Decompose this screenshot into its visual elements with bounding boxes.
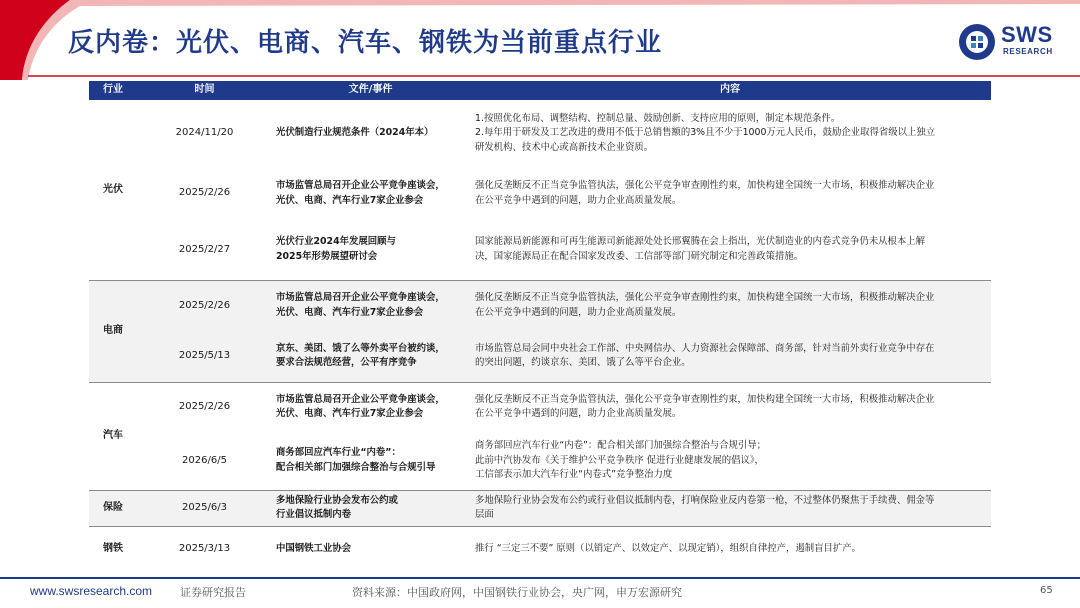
event-cell: [272, 220, 469, 280]
event-cell: [272, 382, 469, 432]
date-cell: 2024/11/20: [175, 127, 234, 139]
header-event: 文件/事件: [272, 81, 469, 100]
footer-website-link[interactable]: www.swsresearch.com: [30, 584, 153, 598]
event-line: 京东、美团、饿了么等外卖平台被约谈，: [276, 342, 445, 354]
event-cell: [272, 100, 469, 167]
date-cell: 2026/6/5: [182, 454, 227, 466]
event-line: 要求合法规范经营，公平有序竞争: [276, 357, 417, 369]
table-row: [89, 331, 991, 382]
table-row: [89, 220, 991, 280]
event-cell: [272, 167, 469, 220]
event-line: 中国钢铁工业协会: [276, 543, 352, 555]
event-cell: [272, 526, 469, 572]
table-row: [89, 100, 991, 167]
event-line: 光伏制造行业规范条件（2024年本）: [276, 127, 434, 139]
event-line: 配合相关部门加强综合整治与合规引导: [276, 461, 436, 473]
event-line: 市场监管总局召开企业公平竞争座谈会，: [276, 393, 445, 405]
date-cell: 2025/2/27: [178, 243, 231, 255]
industry-cell: 保险: [89, 490, 137, 526]
footer-divider: [0, 577, 1080, 579]
policy-table: [89, 81, 991, 572]
date-cell: 2025/5/13: [137, 331, 272, 382]
content-line: 的突出问题，约谈京东、美团、饿了么等平台企业。: [475, 357, 691, 369]
content-line: 多地保险行业协会发布公约或行业倡议抵制内卷，打响保险业反内卷第一枪，不过整体仍聚焦于手续费、佣金等: [475, 494, 935, 506]
event-line: 光伏、电商、汽车行业7家企业参会: [276, 408, 424, 420]
event-line: 光伏、电商、汽车行业7家企业参会: [276, 194, 424, 206]
industry-cell: 光伏: [103, 183, 123, 195]
event-line: 光伏、电商、汽车行业7家企业参会: [276, 306, 424, 318]
event-line: 市场监管总局召开企业公平竞争座谈会，: [276, 180, 445, 192]
content-line: 层面: [475, 509, 494, 520]
content-line: 国家能源局新能源和可再生能源司新能源处处长邢翼腾在会上指出，光伏制造业的内卷式竞争仍未从根本上解: [475, 236, 926, 248]
content-cell: [469, 167, 991, 220]
content-line: 工信部表示加大汽车行业“内卷式”竞争整治力度: [475, 468, 673, 480]
date-cell: 2025/2/26: [137, 280, 272, 331]
date-cell: 2025/2/26: [137, 382, 272, 432]
industry-cell: 钢铁: [89, 526, 137, 572]
industry-cell: 汽车: [89, 382, 137, 490]
event-line: 市场监管总局召开企业公平竞争座谈会，: [276, 292, 445, 304]
content-line: 强化反垄断反不正当竞争监管执法，强化公平竞争审查刚性约束，加快构建全国统一大市场，积极推动解决企业: [475, 292, 935, 304]
date-cell: 2025/2/26: [178, 187, 231, 199]
event-cell: [272, 432, 469, 490]
content-line: 市场监管总局会同中央社会工作部、中央网信办、人力资源社会保障部、商务部，针对当前外卖行业竞争中存在: [475, 342, 935, 354]
footer-source: 资料来源：中国政府网，中国钢铁行业协会，央广网，申万宏源研究: [352, 586, 682, 599]
content-cell: [469, 432, 991, 490]
page-title: 反内卷：光伏、电商、汽车、钢铁为当前重点行业: [68, 28, 663, 58]
table-row: [89, 432, 991, 490]
content-line: 强化反垄断反不正当竞争监管执法，强化公平竞争审查刚性约束，加快构建全国统一大市场，积极推动解决企业: [475, 180, 935, 192]
content-cell: [469, 382, 991, 432]
content-line: 在公平竞争中遇到的问题，助力企业高质量发展。: [475, 194, 682, 206]
event-line: 2025年形势展望研讨会: [276, 250, 378, 262]
content-line: 在公平竞争中遇到的问题，助力企业高质量发展。: [475, 408, 682, 420]
event-line: 商务部回应汽车行业“内卷”：: [276, 447, 401, 459]
content-cell: [469, 100, 991, 167]
content-cell: [469, 220, 991, 280]
logo-text: SWS: [1001, 22, 1053, 47]
table-row: [89, 167, 991, 220]
content-cell: [469, 490, 991, 526]
header-content: 内容: [469, 81, 991, 100]
header-date: 时间: [137, 81, 272, 100]
event-line: 光伏行业2024年发展回顾与: [276, 236, 396, 248]
table-row: [89, 490, 991, 526]
table-row: [89, 280, 991, 331]
content-line: 此前中汽协发布《关于维护公平竞争秩序 促进行业健康发展的倡议》，: [475, 454, 764, 466]
date-cell: 2025/3/13: [137, 526, 272, 572]
event-line: 多地保险行业协会发布公约或: [276, 494, 398, 506]
content-cell: [469, 526, 991, 572]
header-industry: 行业: [89, 81, 137, 100]
content-line: 研发机构、技术中心或高新技术企业资质。: [475, 141, 654, 153]
footer-doc-type: 证券研究报告: [180, 586, 246, 599]
table-row: [89, 382, 991, 432]
event-cell: [272, 490, 469, 526]
event-cell: [272, 331, 469, 382]
content-line: 1.按照优化布局、调整结构、控制总量、鼓励创新、支持应用的原则，制定本规范条件。: [475, 112, 841, 124]
industry-cell: 电商: [89, 280, 137, 382]
table-row: [89, 526, 991, 572]
content-line: 强化反垄断反不正当竞争监管执法，强化公平竞争审查刚性约束，加快构建全国统一大市场，积极推动解决企业: [475, 393, 935, 405]
content-cell: [469, 331, 991, 382]
content-line: 推行 “三定三不要” 原则（以销定产、以效定产、以现定销），组织自律控产，遏制盲目扩产。: [475, 543, 861, 555]
table-header-row: [89, 81, 991, 100]
content-line: 在公平竞争中遇到的问题，助力企业高质量发展。: [475, 306, 682, 318]
content-line: 决，国家能源局正在配合国家发改委、工信部等部门研究制定和完善政策措施。: [475, 250, 804, 262]
logo-subtext: RESEARCH: [1003, 47, 1053, 56]
content-line: 商务部回应汽车行业“内卷”：配合相关部门加强综合整治与合规引导；: [475, 440, 766, 452]
page-number: 65: [1040, 585, 1053, 596]
event-line: 行业倡议抵制内卷: [276, 509, 352, 520]
date-cell: 2025/6/3: [137, 490, 272, 526]
content-line: 2.每年用于研发及工艺改进的费用不低于总销售额的3%且不少于1000万元人民币，鼓励企业取得省级以上独立: [475, 127, 936, 139]
content-cell: [469, 280, 991, 331]
event-cell: [272, 280, 469, 331]
